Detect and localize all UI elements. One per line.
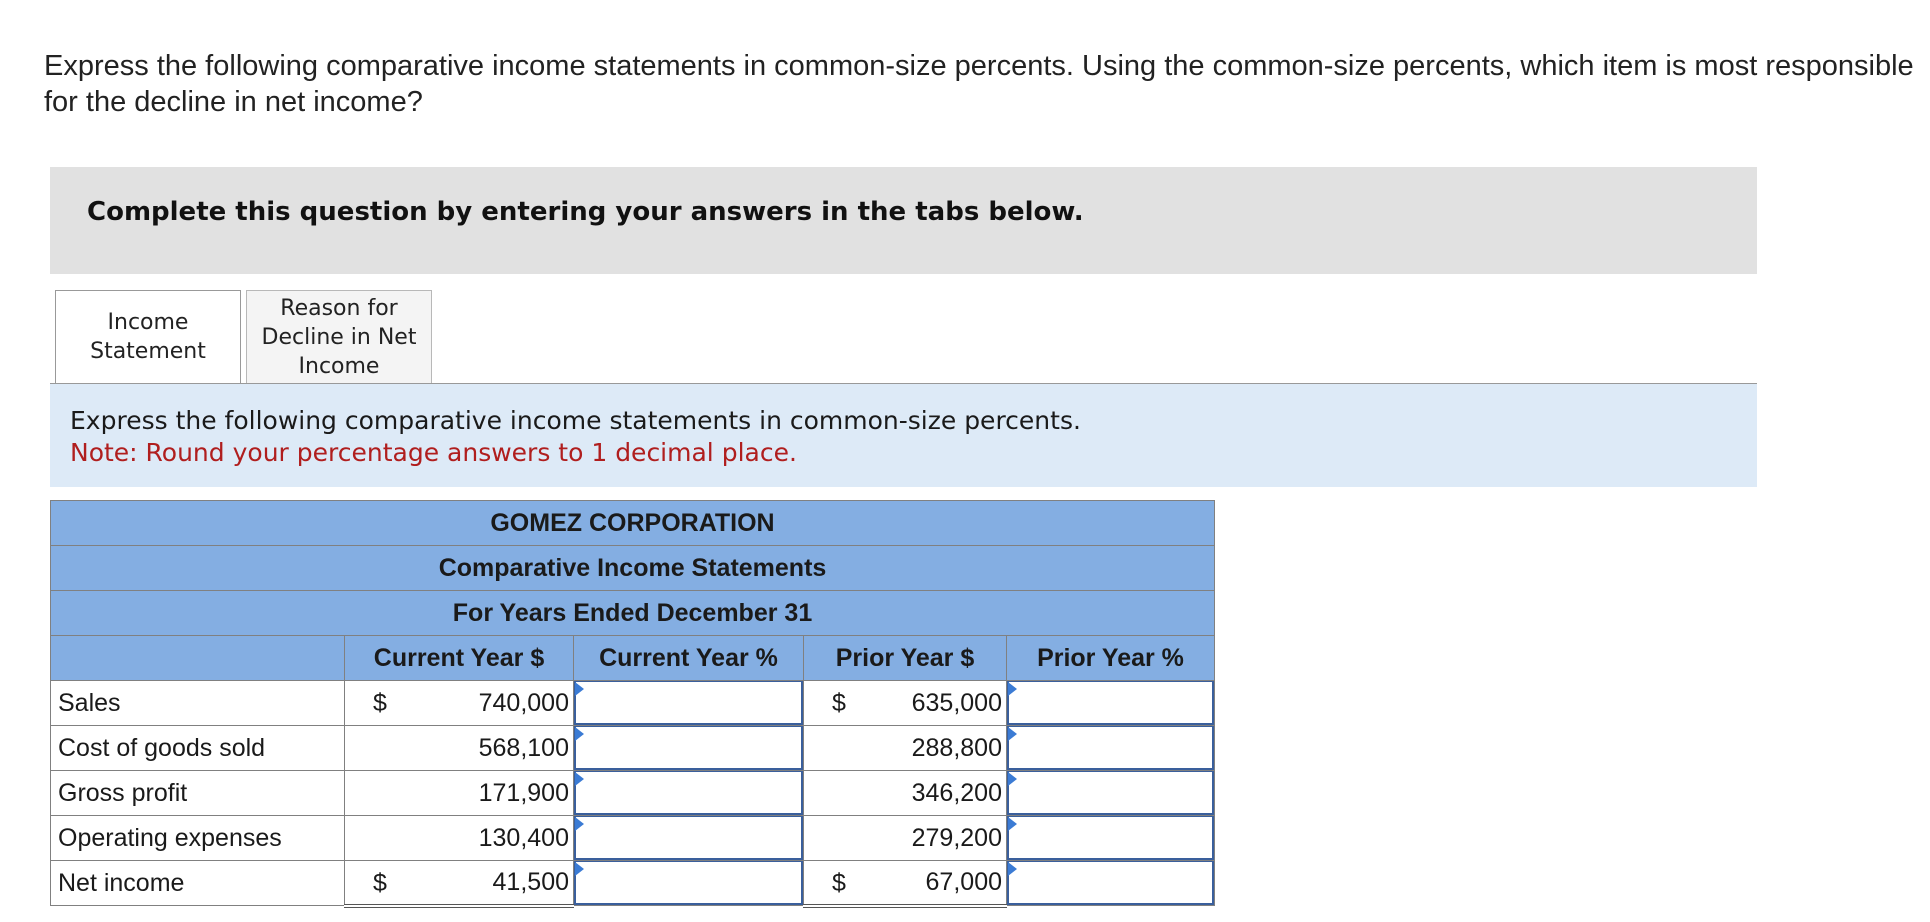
input-marker-icon [575, 682, 584, 696]
input-marker-icon [1008, 727, 1017, 741]
prior-year-percent-cell [1007, 861, 1215, 906]
input-marker-icon [1008, 817, 1017, 831]
row-label: Net income [51, 861, 345, 906]
company-name: GOMEZ CORPORATION [51, 501, 1215, 546]
prior-year-amount-cell [804, 771, 1007, 816]
blank-header [51, 636, 345, 681]
dollar-sign: $ [832, 689, 846, 717]
prior-year-percent-input[interactable] [1007, 681, 1214, 725]
current-year-percent-cell [574, 816, 804, 861]
row-label: Cost of goods sold [51, 726, 345, 771]
prior-year-percent-input[interactable] [1007, 816, 1214, 860]
current-year-percent-cell [574, 681, 804, 726]
prompt-text: Express the following comparative income statements in common-size percents. [70, 406, 1081, 435]
current-year-percent-cell [574, 771, 804, 816]
current-year-amount-cell [345, 771, 574, 816]
input-marker-icon [1008, 862, 1017, 876]
rounding-note: Note: Round your percentage answers to 1 decimal place. [70, 438, 797, 467]
current-year-percent-cell [574, 726, 804, 771]
current-year-percent-input[interactable] [574, 771, 803, 815]
tab-reason-for-decline-label: Reason for Decline in Net Income [261, 295, 417, 379]
current-year-amount: 740,000 [478, 688, 569, 717]
table-row [51, 771, 1215, 816]
current-year-amount-cell [345, 816, 574, 861]
prior-year-amount-cell [804, 816, 1007, 861]
tab-income-statement[interactable] [55, 290, 241, 383]
col-current-year-dollars: Current Year $ [345, 636, 574, 681]
current-year-amount: 130,400 [478, 823, 569, 852]
prior-year-amount-cell [804, 861, 1007, 906]
current-year-amount-cell [345, 861, 574, 906]
dollar-sign: $ [832, 869, 846, 897]
dollar-sign: $ [373, 869, 387, 897]
prior-year-amount-cell [804, 681, 1007, 726]
prior-year-percent-input[interactable] [1007, 771, 1214, 815]
current-year-percent-input[interactable] [574, 816, 803, 860]
current-year-percent-input[interactable] [574, 861, 803, 905]
prior-year-percent-cell [1007, 816, 1215, 861]
prior-year-amount: 635,000 [911, 688, 1002, 717]
col-prior-year-percent: Prior Year % [1007, 636, 1215, 681]
prompt-box [50, 384, 1757, 487]
col-current-year-percent: Current Year % [574, 636, 804, 681]
input-marker-icon [1008, 682, 1017, 696]
table-row [51, 816, 1215, 861]
row-label: Operating expenses [51, 816, 345, 861]
prior-year-amount: 279,200 [911, 823, 1002, 852]
question-text: Express the following comparative income statements in common-size percents. Using the common-size percents, which item is most responsible for the decline in net income? [44, 50, 1914, 118]
instruction-banner [50, 167, 1757, 274]
prior-year-percent-cell [1007, 726, 1215, 771]
statement-period: For Years Ended December 31 [51, 591, 1215, 636]
input-marker-icon [575, 727, 584, 741]
dollar-sign: $ [373, 689, 387, 717]
current-year-amount: 171,900 [478, 778, 569, 807]
current-year-amount-cell [345, 681, 574, 726]
income-statement-table [50, 500, 1215, 908]
prior-year-percent-cell [1007, 681, 1215, 726]
current-year-amount-cell [345, 726, 574, 771]
tab-reason-for-decline[interactable] [246, 290, 432, 383]
tab-income-statement-label: Income Statement [90, 310, 206, 364]
input-marker-icon [1008, 772, 1017, 786]
row-label: Gross profit [51, 771, 345, 816]
current-year-percent-cell [574, 861, 804, 906]
current-year-amount: 41,500 [492, 867, 569, 896]
input-marker-icon [575, 862, 584, 876]
col-prior-year-dollars: Prior Year $ [804, 636, 1007, 681]
table-row [51, 681, 1215, 726]
instruction-text: Complete this question by entering your answers in the tabs below. [87, 197, 1084, 227]
prior-year-percent-input[interactable] [1007, 861, 1214, 905]
table-row [51, 726, 1215, 771]
input-marker-icon [575, 772, 584, 786]
input-marker-icon [575, 817, 584, 831]
current-year-amount: 568,100 [478, 733, 569, 762]
prior-year-percent-cell [1007, 771, 1215, 816]
prior-year-percent-input[interactable] [1007, 726, 1214, 770]
row-label: Sales [51, 681, 345, 726]
prior-year-amount: 346,200 [911, 778, 1002, 807]
table-row [51, 861, 1215, 906]
statement-title: Comparative Income Statements [51, 546, 1215, 591]
prior-year-amount-cell [804, 726, 1007, 771]
current-year-percent-input[interactable] [574, 726, 803, 770]
prior-year-amount: 67,000 [925, 867, 1002, 896]
current-year-percent-input[interactable] [574, 681, 803, 725]
prior-year-amount: 288,800 [911, 733, 1002, 762]
